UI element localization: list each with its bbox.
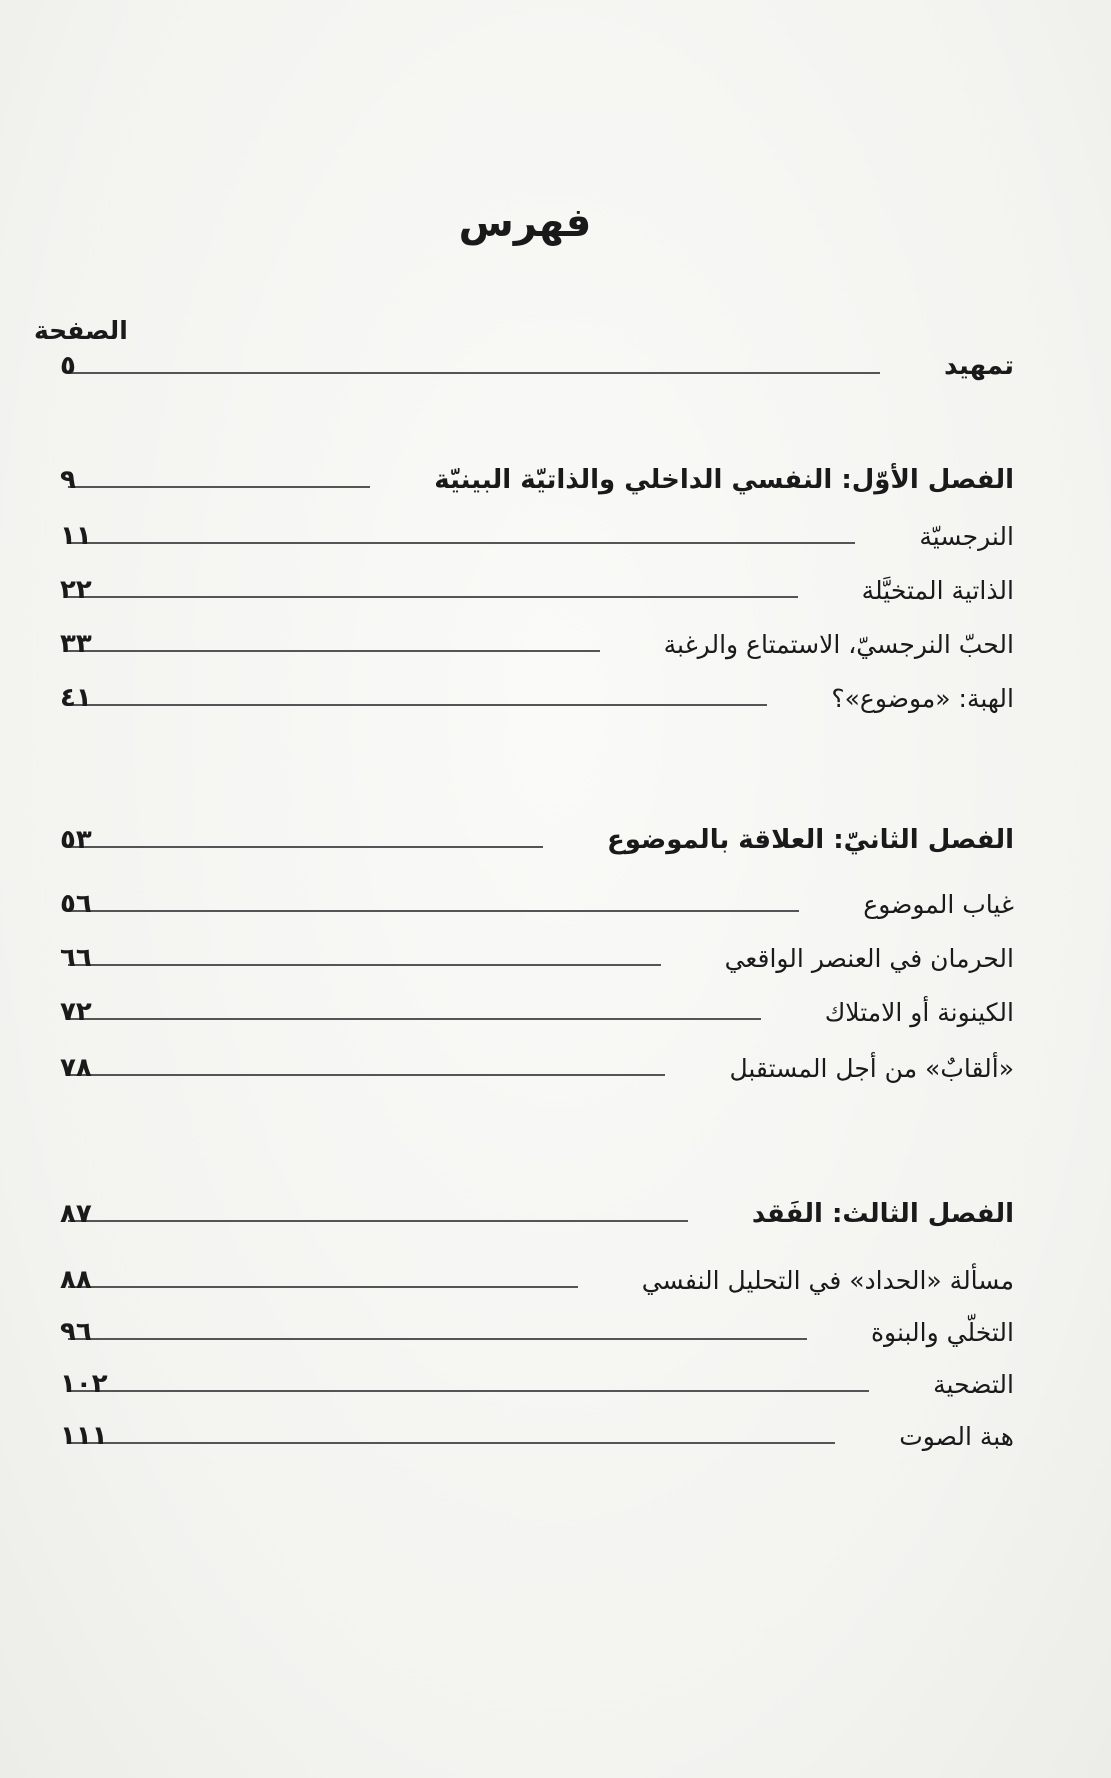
- toc-entry-chapter-1[interactable]: [60, 458, 1014, 502]
- toc-entry-page: ٧٨: [60, 1053, 92, 1083]
- toc-entry-page: ١١١: [60, 1421, 108, 1451]
- toc-entry-label: النرجسيّة: [919, 521, 1014, 551]
- toc-entry-label: هبة الصوت: [899, 1421, 1014, 1451]
- toc-entry-section[interactable]: [60, 1362, 1014, 1406]
- leader-line: [68, 1338, 807, 1340]
- toc-entry-chapter-3[interactable]: [60, 1192, 1014, 1236]
- leader-line: [68, 372, 880, 374]
- toc-entry-page: ٥: [60, 351, 76, 381]
- toc-entry-page: ٩٦: [60, 1317, 92, 1347]
- leader-line: [68, 542, 855, 544]
- toc-entry-label: غياب الموضوع: [863, 889, 1014, 919]
- toc-entry-page: ٩: [60, 465, 76, 495]
- toc-entry-section[interactable]: [60, 990, 1014, 1034]
- toc-entry-label: التخلّي والبنوة: [870, 1317, 1014, 1347]
- toc-entry-label: الحبّ النرجسيّ، الاستمتاع والرغبة: [663, 629, 1014, 659]
- leader-line: [68, 486, 370, 488]
- toc-entry-page: ٥٦: [60, 889, 92, 919]
- toc-entry-label: تمهيد: [944, 351, 1014, 381]
- leader-line: [68, 846, 543, 848]
- toc-entry-page: ٥٣: [60, 825, 92, 855]
- toc-entry-label: الكينونة أو الامتلاك: [824, 997, 1014, 1027]
- leader-line: [68, 1074, 665, 1076]
- toc-entry-page: ٨٧: [60, 1199, 92, 1229]
- toc-entry-section[interactable]: [60, 882, 1014, 926]
- page-title: فهرس: [458, 200, 592, 246]
- toc-entry-label: الفصل الثانيّ: العلاقة بالموضوع: [607, 825, 1014, 855]
- leader-line: [68, 650, 600, 652]
- toc-entry-label: الهبة: «موضوع»؟: [831, 683, 1014, 713]
- toc-entry-label: «ألقابٌ» من أجل المستقبل: [729, 1053, 1014, 1083]
- leader-line: [68, 1018, 761, 1020]
- toc-entry-label: الذاتية المتخيَّلة: [861, 575, 1014, 605]
- leader-line: [68, 1442, 835, 1444]
- toc-entry-intro[interactable]: [60, 344, 1014, 388]
- toc-entry-section[interactable]: [60, 1414, 1014, 1458]
- toc-entry-page: ٣٣: [60, 629, 92, 659]
- leader-line: [68, 1220, 688, 1222]
- toc-entry-label: الفصل الثالث: الفَقد: [751, 1199, 1014, 1229]
- toc-entry-section[interactable]: [60, 568, 1014, 612]
- toc-entry-section[interactable]: [60, 1258, 1014, 1302]
- toc-entry-section[interactable]: [60, 936, 1014, 980]
- toc-entry-page: ٤١: [60, 683, 92, 713]
- toc-entry-chapter-2[interactable]: [60, 818, 1014, 862]
- toc-entry-page: ١٠٢: [60, 1369, 108, 1399]
- leader-line: [68, 1390, 869, 1392]
- leader-line: [68, 964, 661, 966]
- toc-entry-page: ٦٦: [60, 943, 92, 973]
- toc-entry-page: ٧٢: [60, 997, 92, 1027]
- leader-line: [68, 910, 799, 912]
- toc-entry-section[interactable]: [60, 1046, 1014, 1090]
- toc-entry-section[interactable]: [60, 622, 1014, 666]
- leader-line: [68, 596, 798, 598]
- toc-entry-label: التضحية: [933, 1369, 1014, 1399]
- toc-entry-label: الحرمان في العنصر الواقعي: [724, 943, 1014, 973]
- leader-line: [68, 1286, 578, 1288]
- toc-entry-section[interactable]: [60, 676, 1014, 720]
- toc-entry-section[interactable]: [60, 1310, 1014, 1354]
- toc-entry-label: الفصل الأوّل: النفسي الداخلي والذاتيّة البينيّة: [434, 465, 1014, 495]
- toc-entry-label: مسألة «الحداد» في التحليل النفسي: [641, 1265, 1014, 1295]
- page-column-label: الصفحة: [34, 316, 128, 345]
- leader-line: [68, 704, 767, 706]
- toc-entry-section[interactable]: [60, 514, 1014, 558]
- toc-entry-page: ٢٢: [60, 575, 92, 605]
- toc-entry-page: ١١: [60, 521, 92, 551]
- toc-entry-page: ٨٨: [60, 1265, 92, 1295]
